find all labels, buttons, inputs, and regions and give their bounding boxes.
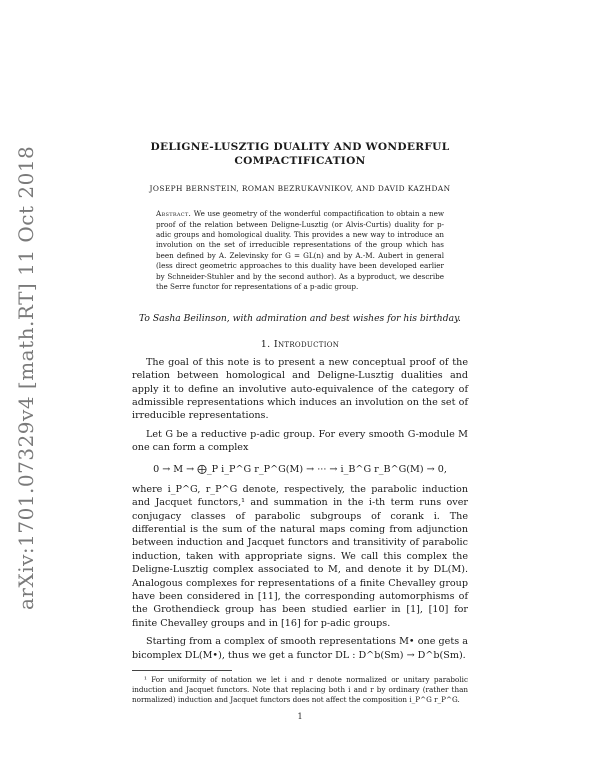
title-line-1: DELIGNE-LUSZTIG DUALITY AND WONDERFUL bbox=[150, 141, 450, 153]
paper-page bbox=[132, 140, 468, 724]
paragraph-1: The goal of this note is to present a new conceptual proof of the relation between homological and Deligne-Lusztig dualities and apply it to define an involutive auto-equivalence of the category of admissible representations which induces an involution on the set of irreducible representations. bbox=[132, 356, 468, 422]
footnote-rule bbox=[132, 670, 232, 671]
section-heading: 1. Introduction bbox=[260, 338, 340, 350]
arxiv-identifier: arXiv:1701.07329v4 [math.RT] 11 Oct 2018 bbox=[14, 145, 38, 610]
abstract bbox=[156, 209, 444, 292]
paragraph-2: Let G be a reductive p-adic group. For every smooth G-module M one can form a complex bbox=[132, 428, 468, 454]
page-number: 1 bbox=[297, 712, 303, 722]
display-equation: 0 → M → ⨁_P i_P^G r_P^G(M) → ··· → i_B^G r_B^G(M) → 0, bbox=[153, 463, 447, 475]
paragraph-3: where i_P^G, r_P^G denote, respectively, the parabolic induction and Jacquet functors,¹ and summation in the i-th term runs over conjugacy classes of parabolic subgroups of corank i. The differential is the sum of the natural maps coming from adjunction between induction and Jacquet functors and transitivity of parabolic induction, taken with appropriate signs. We call this complex the Deligne-Lusztig complex associated to M, and denote it by DL(M). Analogous complexes for representations of a finite Chevalley group have been considered in [11], the corresponding automorphisms of the Grothendieck group has been studied earlier in [1], [10] for finite Chevalley groups and in [16] for p-adic groups. bbox=[132, 483, 468, 629]
abstract-text: We use geometry of the wonderful compactification to obtain a new proof of the relation between Deligne-Lusztig (or Alvis-Curtis) duality for p-adic groups and homological duality. This provides a new way to introduce an involution on the set of irreducible representations of the group which has been defined by A. Zelevinsky for G = GL(n) and by A.-M. Aubert in general (less direct geometric approaches to this duality have been developed earlier by Schneider-Stuhler and by the second author). As a byproduct, we describe the Serre functor for representations of a p-adic group. bbox=[156, 209, 444, 292]
abstract-label: Abstract. bbox=[156, 209, 192, 219]
authors: JOSEPH BERNSTEIN, ROMAN BEZRUKAVNIKOV, AND DAVID KAZHDAN bbox=[149, 184, 451, 193]
title-line-2: COMPACTIFICATION bbox=[234, 155, 366, 167]
paper-title bbox=[132, 140, 468, 168]
arxiv-sidebar bbox=[8, 145, 44, 610]
paragraph-4: Starting from a complex of smooth representations M• one gets a bicomplex DL(M•), thus we get a functor DL : D^b(Sm) → D^b(Sm). bbox=[132, 636, 468, 661]
footnote: ¹ For uniformity of notation we let i and r denote normalized or unitary parabolic induction and Jacquet functors. Note that replacing both i and r by ordinary (rather than normalized) induction and Jacquet functors does not affect the composition i_P^G r_P^G. bbox=[132, 674, 468, 704]
dedication: To Sasha Beilinson, with admiration and best wishes for his birthday. bbox=[139, 313, 461, 325]
